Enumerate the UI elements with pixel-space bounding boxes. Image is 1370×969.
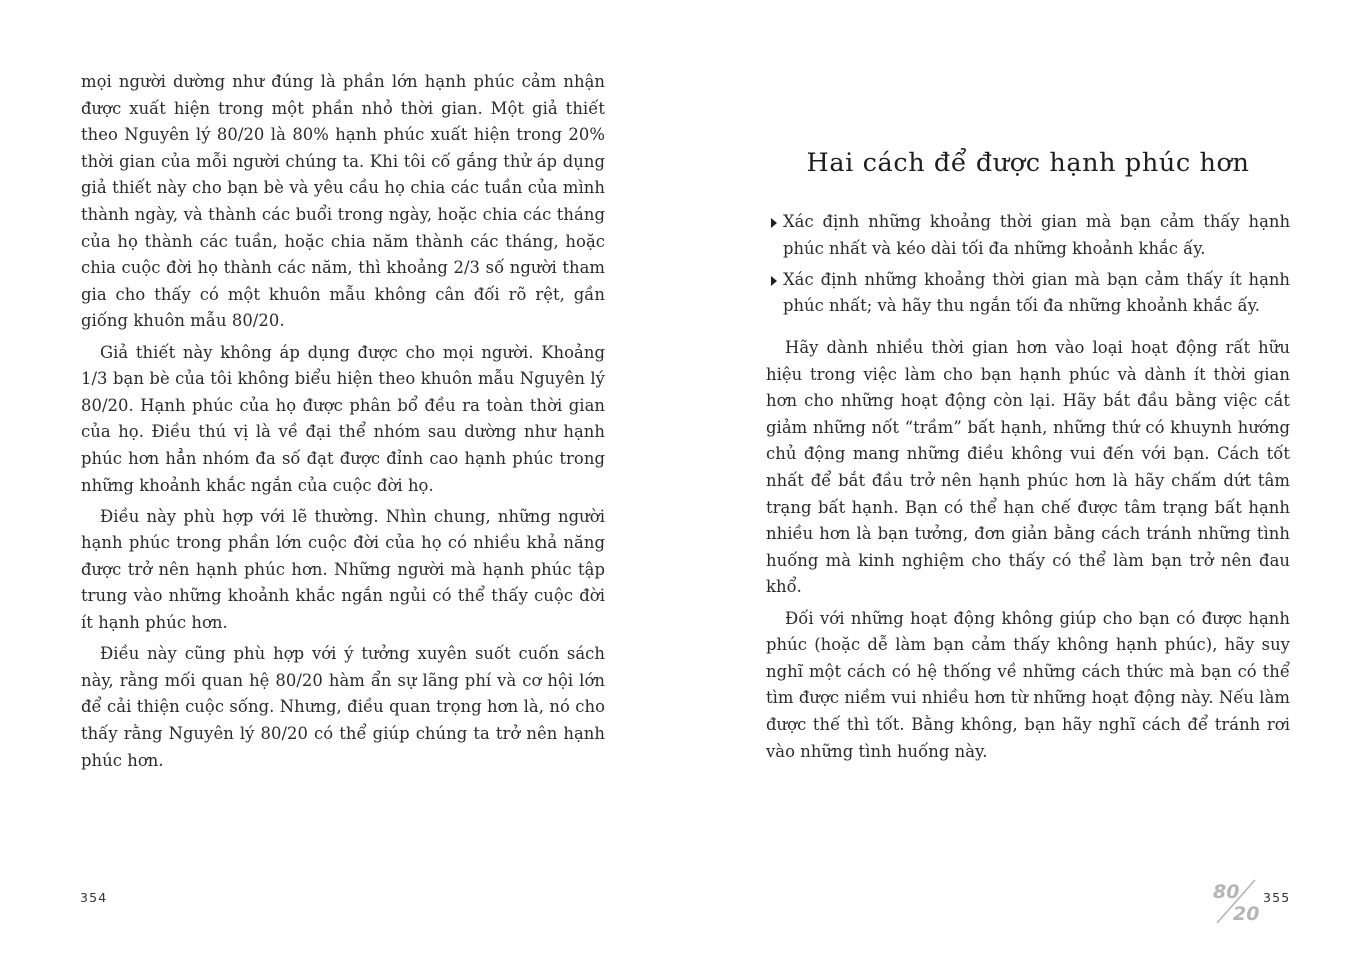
bullet-list — [771, 209, 1290, 325]
bullet-item-2 — [771, 267, 1290, 320]
bullet-item-1 — [771, 209, 1290, 262]
left-paragraph-2: Giả thiết này không áp dụng được cho mọi người. Khoảng 1/3 bạn bè của tôi không biểu hiện theo khuôn mẫu Nguyên lý 80/20. Hạnh phúc của họ được phân bổ đều ra toàn thời gian của họ. Điều thú vị là về đại thể nhóm sau dường như hạnh phúc hơn hẳn nhóm đa số đạt được đỉnh cao hạnh phúc trong những khoảnh khắc ngắn của cuộc đời họ. — [81, 342, 605, 495]
triangle-bullet-icon — [771, 218, 777, 228]
triangle-bullet-icon — [771, 276, 777, 286]
logo-bottom-number: 20 — [1233, 903, 1260, 925]
logo-top-number: 80 — [1213, 881, 1240, 903]
right-page-body — [766, 335, 1290, 770]
left-paragraph-3: Điều này phù hợp với lẽ thường. Nhìn chung, những người hạnh phúc trong phần lớn cuộc đời của họ có nhiều khả năng được trở nên hạnh phúc hơn. Những người mà hạnh phúc tập trung vào những khoảnh khắc ngắn ngủi có thể thấy cuộc đời ít hạnh phúc hơn. — [81, 506, 605, 633]
left-paragraph-4: Điều này cũng phù hợp với ý tưởng xuyên suốt cuốn sách này, rằng mối quan hệ 80/20 hàm ẩn sự lãng phí và cơ hội lớn để cải thiện cuộc sống. Nhưng, điều quan trọng hơn là, nó cho thấy rằng Nguyên lý 80/20 có thể giúp chúng ta trở nên hạnh phúc hơn. — [81, 644, 605, 770]
bullet-text-1: Xác định những khoảng thời gian mà bạn cảm thấy hạnh phúc nhất và kéo dài tối đa những khoảnh khắc ấy. — [783, 212, 1290, 258]
left-page-body — [81, 69, 605, 779]
section-heading: Hai cách để được hạnh phúc hơn — [806, 148, 1250, 178]
bullet-text-2: Xác định những khoảng thời gian mà bạn cảm thấy ít hạnh phúc nhất; và hãy thu ngắn tối đa những khoảnh khắc ấy. — [783, 269, 1290, 316]
right-page-number: 355 — [1263, 890, 1291, 905]
80-20-logo-icon — [1211, 876, 1261, 926]
right-paragraph-2: Đối với những hoạt động không giúp cho bạn có được hạnh phúc (hoặc dễ làm bạn cảm thấy không hạnh phúc), hãy suy nghĩ một cách có hệ thống về những cách thức mà bạn có thể tìm được niềm vui nhiều hơn từ những hoạt động này. Nếu làm được thế thì tốt. Bằng không, bạn hãy nghĩ cách để tránh rơi vào những tình huống này. — [766, 608, 1290, 761]
left-page-number: 354 — [80, 890, 108, 905]
right-paragraph-1: Hãy dành nhiều thời gian hơn vào loại hoạt động rất hữu hiệu trong việc làm cho bạn hạnh phúc và dành ít thời gian hơn cho những hoạt động còn lại. Hãy bắt đầu bằng việc cắt giảm những nốt “trầm” bất hạnh, những thứ có khuynh hướng chủ động mang những điều không vui đến với bạn. Cách tốt nhất để bắt đầu trở nên hạnh phúc hơn là hãy chấm dứt tâm trạng bất hạnh. Bạn có thể hạn chế được tâm trạng bất hạnh nhiều hơn là bạn tưởng, đơn giản bằng cách tránh những tình huống mà kinh nghiệm cho thấy có thể làm bạn trở nên đau khổ. — [766, 338, 1290, 597]
left-paragraph-1: mọi người dường như đúng là phần lớn hạnh phúc cảm nhận được xuất hiện trong một phần nhỏ thời gian. Một giả thiết theo Nguyên lý 80/20 là 80% hạnh phúc xuất hiện trong 20% thời gian của mỗi người chúng ta. Khi tôi cố gắng thử áp dụng giả thiết này cho bạn bè và yêu cầu họ chia các tuần của mình thành ngày, và thành các buổi trong ngày, hoặc chia các tháng của họ thành các tuần, hoặc chia năm thành các tháng, hoặc chia cuộc đời họ thành các năm, thì khoảng 2/3 số người tham gia cho thấy có một khuôn mẫu không cân đối rõ rệt, gần giống khuôn mẫu 80/20. — [81, 72, 605, 331]
right-page — [685, 0, 1370, 969]
